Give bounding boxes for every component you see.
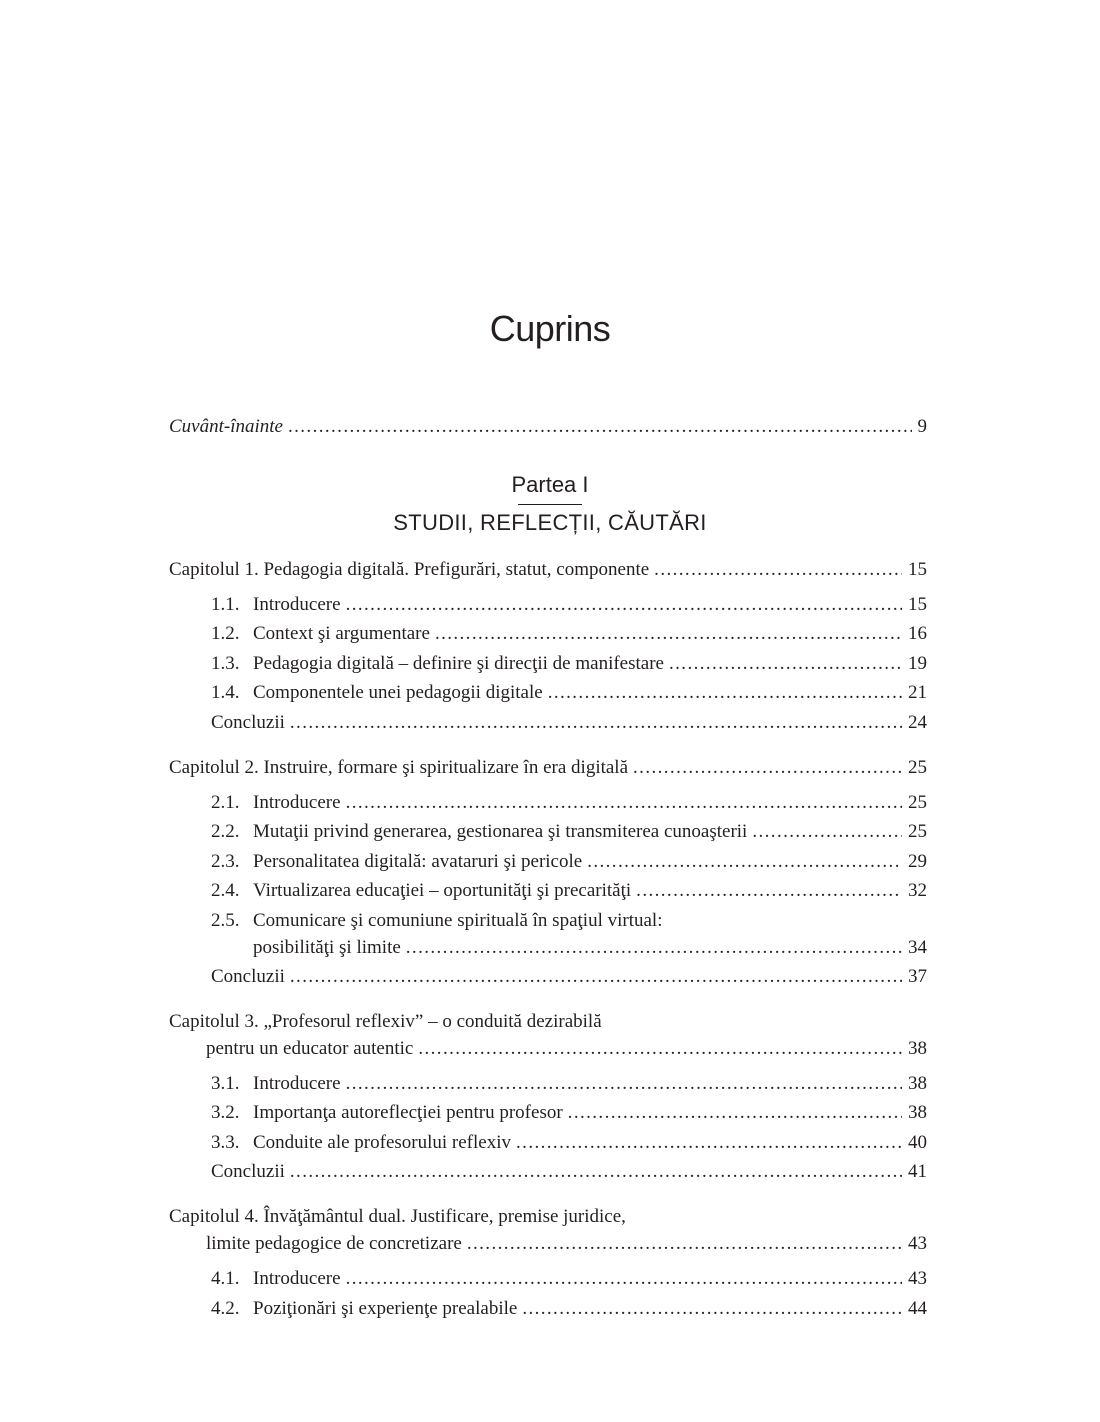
section-label: Conduite ale profesorului reflexiv <box>253 1132 512 1153</box>
dot-leader <box>522 1298 902 1320</box>
section-page: 41 <box>908 1161 927 1182</box>
section-number: 2.2. <box>211 821 240 842</box>
section-page: 29 <box>908 851 927 872</box>
dot-leader <box>346 594 902 616</box>
toc-section-3-3[interactable] <box>211 1132 927 1160</box>
toc-section-2-5-continuation[interactable] <box>211 937 927 965</box>
toc-section-1-3[interactable] <box>211 653 927 681</box>
section-label: Pedagogia digitală – definire şi direcţii de manifestare <box>253 653 664 674</box>
dot-leader <box>636 880 902 902</box>
toc-section-2-4[interactable] <box>211 880 927 908</box>
section-number: 2.3. <box>211 851 240 872</box>
section-label: Context şi argumentare <box>253 623 430 644</box>
section-page: 32 <box>908 880 927 901</box>
toc-chapter-4[interactable] <box>169 1206 927 1234</box>
toc-section-4-1[interactable] <box>211 1268 927 1296</box>
section-page: 25 <box>908 792 927 813</box>
section-label: Introducere <box>253 1268 341 1289</box>
toc-section-2-conclusions[interactable] <box>211 966 927 994</box>
part-title: STUDII, REFLECȚII, CĂUTĂRI <box>393 510 707 535</box>
toc-section-1-4[interactable] <box>211 682 927 710</box>
section-page: 37 <box>908 966 927 987</box>
page-title: Cuprins <box>489 308 611 349</box>
section-page: 34 <box>908 937 927 958</box>
dot-leader <box>346 792 902 814</box>
section-label: Virtualizarea educaţiei – oportunităţi şi precarităţi <box>253 880 632 901</box>
dot-leader <box>346 1268 902 1290</box>
dot-leader <box>406 937 902 959</box>
section-page: 38 <box>908 1102 927 1123</box>
toc-entry-page: 9 <box>917 416 927 437</box>
toc-section-2-2[interactable] <box>211 821 927 849</box>
section-number: 3.2. <box>211 1102 240 1123</box>
section-label: Componentele unei pedagogii digitale <box>253 682 543 703</box>
dot-leader <box>418 1038 902 1060</box>
section-label-continuation: posibilităţi şi limite <box>253 937 401 958</box>
section-label: Mutaţii privind generarea, gestionarea şi transmiterea cunoaşterii <box>253 821 748 842</box>
chapter-page: 43 <box>908 1233 927 1254</box>
chapter-label: Capitolul 4. Învăţământul dual. Justificare, premise juridice, <box>169 1206 626 1227</box>
toc-section-4-2[interactable] <box>211 1298 927 1326</box>
chapter-label: Capitolul 3. „Profesorul reflexiv” – o conduită dezirabilă <box>169 1011 602 1032</box>
section-page: 44 <box>908 1298 927 1319</box>
section-label: Concluzii <box>211 1161 285 1182</box>
chapter-page: 38 <box>908 1038 927 1059</box>
section-page: 38 <box>908 1073 927 1094</box>
section-page: 16 <box>908 623 927 644</box>
section-page: 25 <box>908 821 927 842</box>
section-page: 21 <box>908 682 927 703</box>
dot-leader <box>568 1102 902 1124</box>
dot-leader <box>548 682 902 704</box>
toc-chapter-1[interactable] <box>169 559 927 587</box>
dot-leader <box>290 966 902 988</box>
section-label: Concluzii <box>211 712 285 733</box>
toc-section-3-2[interactable] <box>211 1102 927 1130</box>
toc-section-1-conclusions[interactable] <box>211 712 927 740</box>
dot-leader <box>633 757 902 779</box>
chapter-page: 15 <box>908 559 927 580</box>
dot-leader <box>467 1233 902 1255</box>
section-number: 1.4. <box>211 682 240 703</box>
toc-section-2-1[interactable] <box>211 792 927 820</box>
toc-section-3-1[interactable] <box>211 1073 927 1101</box>
chapter-page: 25 <box>908 757 927 778</box>
part-divider <box>518 504 582 505</box>
section-number: 2.1. <box>211 792 240 813</box>
section-number: 1.3. <box>211 653 240 674</box>
toc-section-2-3[interactable] <box>211 851 927 879</box>
section-page: 19 <box>908 653 927 674</box>
part-label: Partea I <box>511 472 589 497</box>
dot-leader <box>290 1161 902 1183</box>
section-label: Introducere <box>253 792 341 813</box>
toc-section-2-5[interactable] <box>211 910 927 938</box>
dot-leader <box>654 559 902 581</box>
section-number: 2.5. <box>211 910 240 931</box>
dot-leader <box>669 653 902 675</box>
dot-leader <box>435 623 902 645</box>
toc-entry-label: Cuvânt-înainte <box>169 416 283 437</box>
section-label: Importanţa autoreflecţiei pentru profesor <box>253 1102 563 1123</box>
dot-leader <box>752 821 902 843</box>
toc-chapter-3-continuation[interactable] <box>206 1038 927 1066</box>
chapter-label-continuation: pentru un educator autentic <box>206 1038 414 1059</box>
section-page: 40 <box>908 1132 927 1153</box>
section-label: Poziţionări şi experienţe prealabile <box>253 1298 518 1319</box>
dot-leader <box>587 851 902 873</box>
section-label: Comunicare şi comuniune spirituală în spaţiul virtual: <box>253 910 663 931</box>
toc-entry-foreword[interactable] <box>169 416 927 444</box>
section-number: 3.3. <box>211 1132 240 1153</box>
chapter-label: Capitolul 1. Pedagogia digitală. Prefigurări, statut, componente <box>169 559 650 580</box>
toc-section-1-1[interactable] <box>211 594 927 622</box>
section-page: 24 <box>908 712 927 733</box>
section-page: 15 <box>908 594 927 615</box>
toc-chapter-2[interactable] <box>169 757 927 785</box>
section-number: 1.1. <box>211 594 240 615</box>
section-number: 4.2. <box>211 1298 240 1319</box>
section-label: Personalitatea digitală: avataruri şi pericole <box>253 851 583 872</box>
dot-leader <box>346 1073 902 1095</box>
section-number: 2.4. <box>211 880 240 901</box>
section-number: 3.1. <box>211 1073 240 1094</box>
toc-section-1-2[interactable] <box>211 623 927 651</box>
toc-section-3-conclusions[interactable] <box>211 1161 927 1189</box>
section-number: 4.1. <box>211 1268 240 1289</box>
chapter-label: Capitolul 2. Instruire, formare şi spiritualizare în era digitală <box>169 757 629 778</box>
dot-leader <box>516 1132 902 1154</box>
section-label: Introducere <box>253 1073 341 1094</box>
dot-leader <box>290 712 902 734</box>
section-page: 43 <box>908 1268 927 1289</box>
toc-chapter-3[interactable] <box>169 1011 927 1039</box>
section-label: Introducere <box>253 594 341 615</box>
section-number: 1.2. <box>211 623 240 644</box>
toc-chapter-4-continuation[interactable] <box>206 1233 927 1261</box>
chapter-label-continuation: limite pedagogice de concretizare <box>206 1233 462 1254</box>
dot-leader <box>288 416 912 438</box>
section-label: Concluzii <box>211 966 285 987</box>
